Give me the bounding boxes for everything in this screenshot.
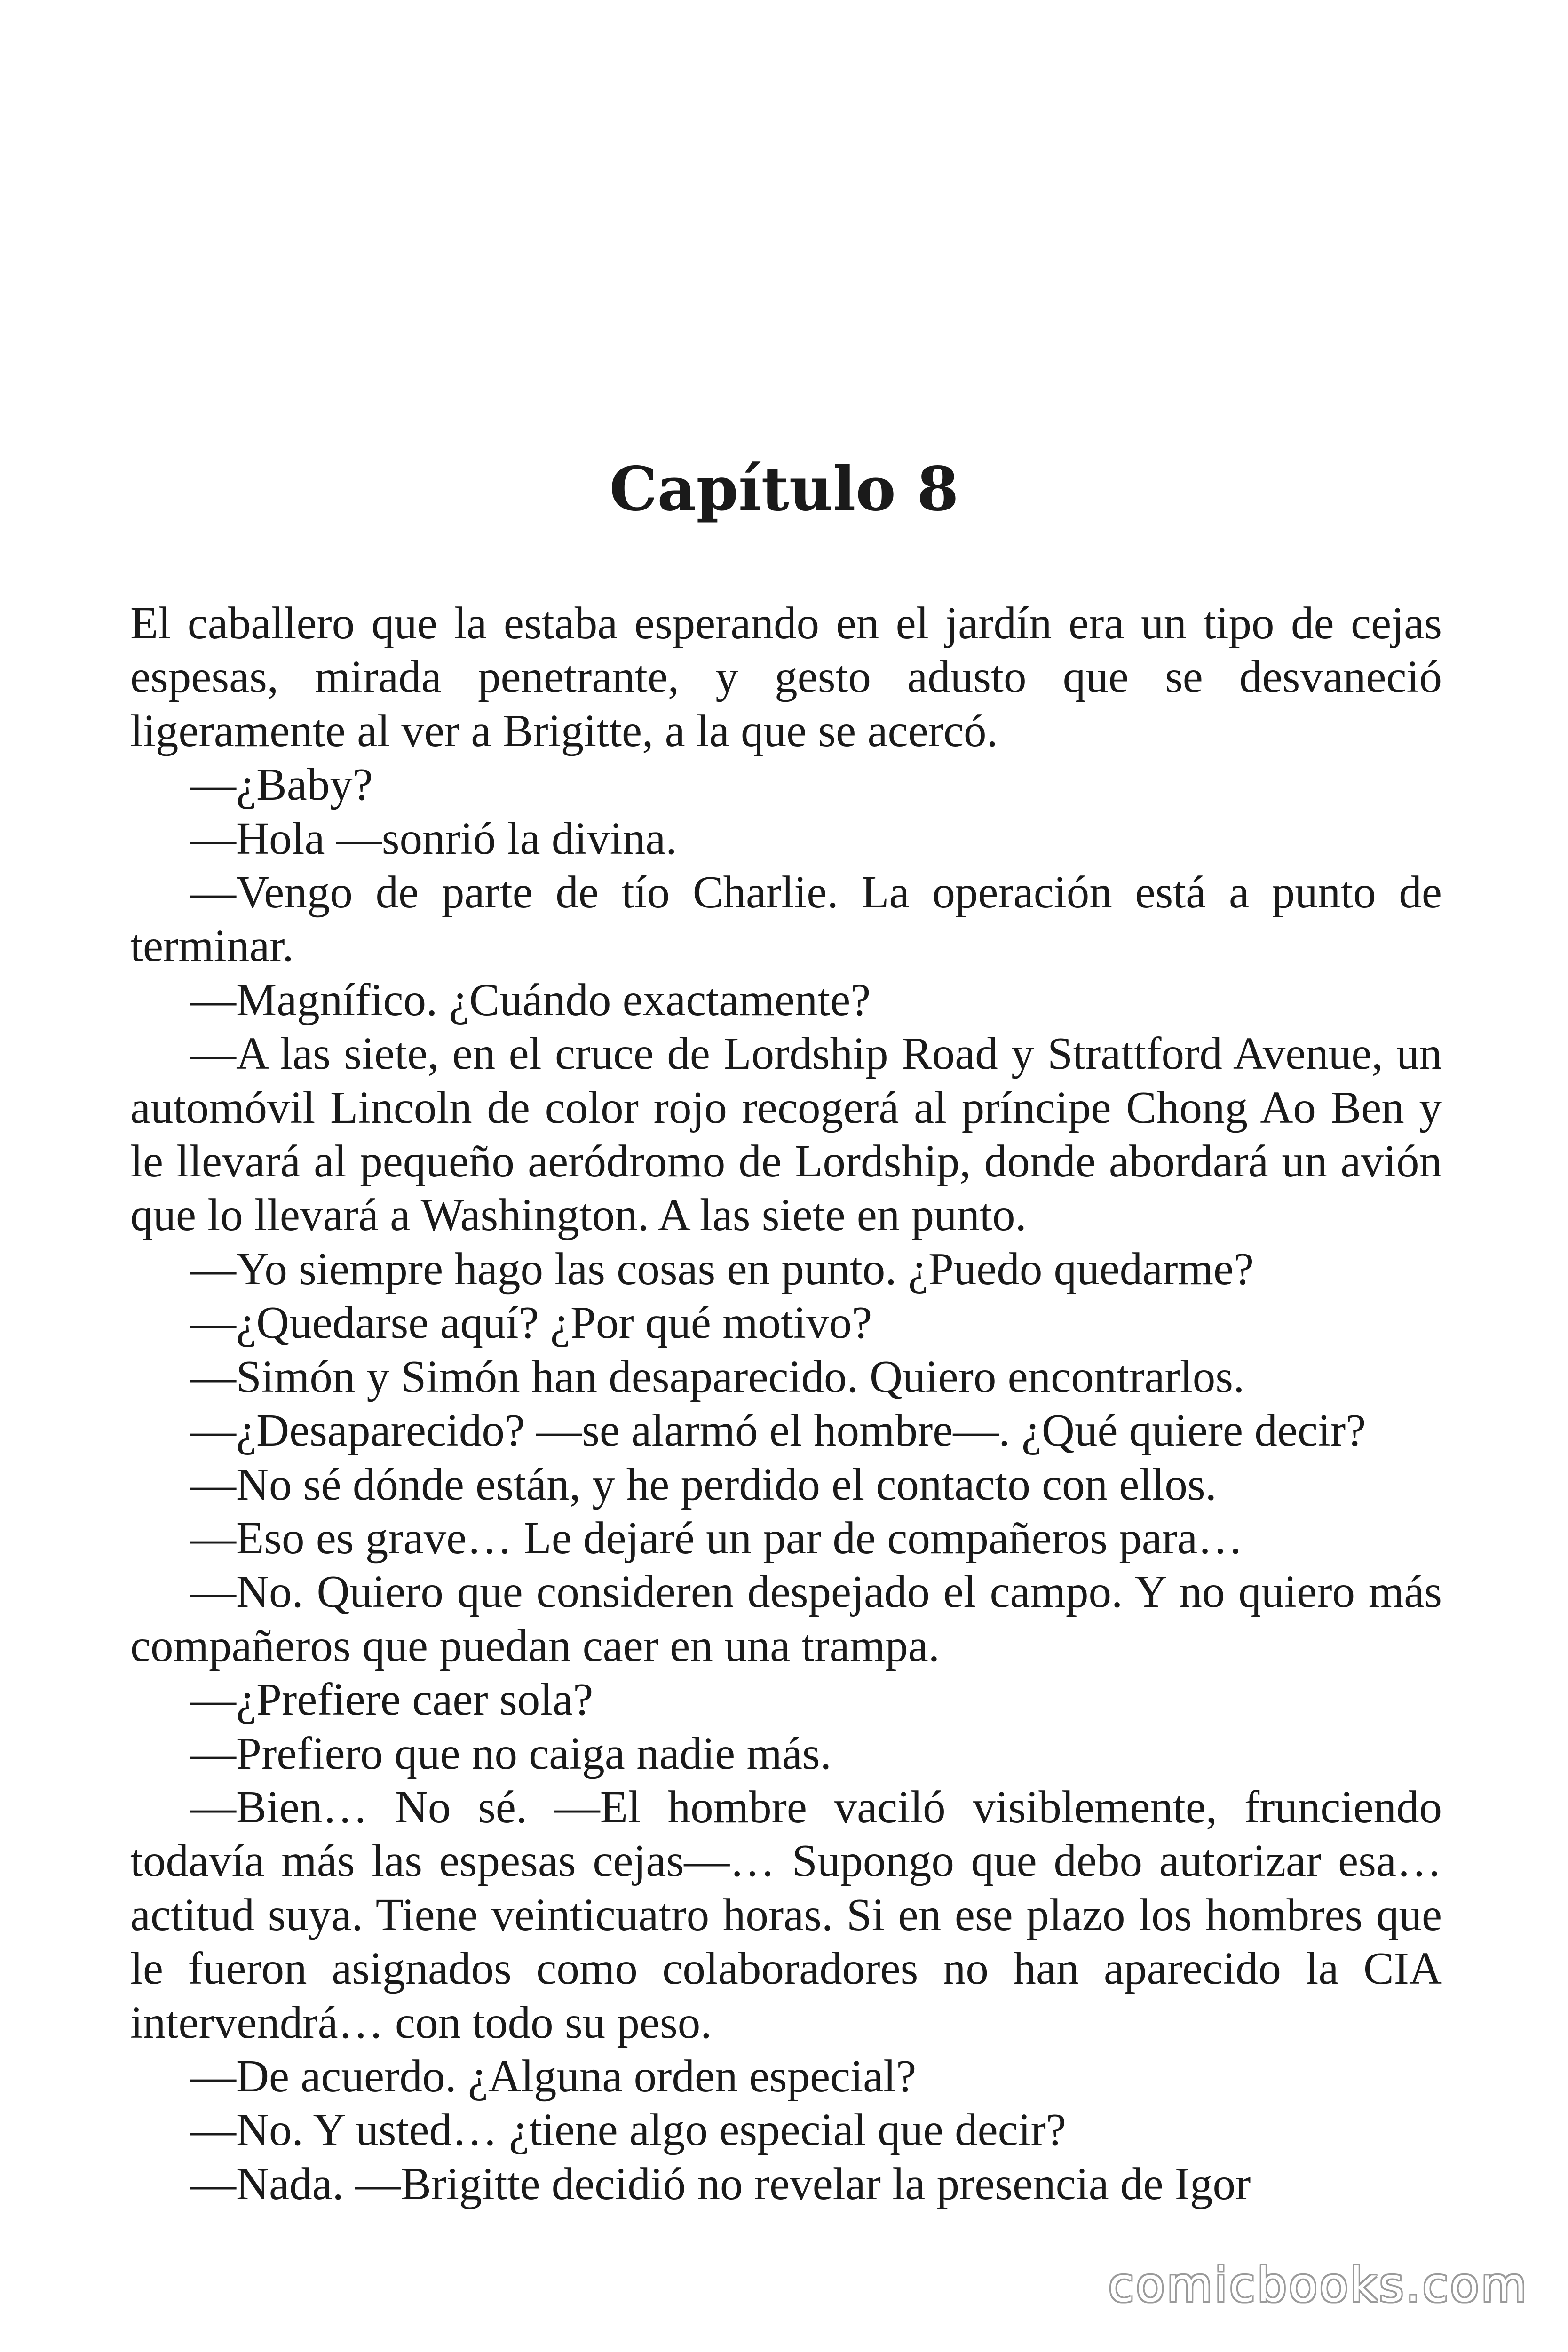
paragraph: El caballero que la estaba esperando en el jardín era un tipo de cejas espesas, mirada penetrante, y gesto adusto que se desvaneció ligeramente al ver a Brigitte, a la que se acercó. [130,598,1442,756]
chapter-title: Capítulo 8 [609,454,959,524]
paragraph: —No. Quiero que consideren despejado el campo. Y no quiero más compañeros que puedan caer en una trampa. [130,1566,1442,1671]
chapter-body [130,596,1442,2211]
paragraph: —No sé dónde están, y he perdido el contacto con ellos. [190,1459,1217,1510]
paragraph: —A las siete, en el cruce de Lordship Road y Strattford Avenue, un automóvil Lincoln de color rojo recogerá al príncipe Chong Ao Ben y le llevará al pequeño aeródromo de Lordship, donde abordará un avión que lo llevará a Washington. A las siete en punto. [130,1028,1442,1240]
watermark-logo: comicbooks.com [1108,2257,1528,2312]
paragraph: —No. Y usted… ¿tiene algo especial que decir? [190,2105,1067,2155]
paragraph: —Simón y Simón han desaparecido. Quiero encontrarlos. [190,1351,1245,1402]
paragraph: —Prefiero que no caiga nadie más. [190,1728,832,1779]
paragraph: —¿Baby? [190,759,373,810]
paragraph: —Vengo de parte de tío Charlie. La operación está a punto de terminar. [130,867,1442,971]
paragraph: —Nada. —Brigitte decidió no revelar la presencia de Igor [190,2158,1251,2209]
paragraph: —De acuerdo. ¿Alguna orden especial? [190,2050,917,2101]
paragraph: —Hola —sonrió la divina. [190,813,677,864]
paragraph: —¿Prefiere caer sola? [190,1674,594,1725]
paragraph: —Magnífico. ¿Cuándo exactamente? [190,974,871,1025]
paragraph: —Bien… No sé. —El hombre vaciló visiblemente, frunciendo todavía más las espesas cejas—… Supongo que debo autorizar esa… actitud suya. Tiene veinticuatro horas. Si en ese plazo los hombres que le fueron asignados como colaboradores no han aparecido la CIA intervendrá… con todo su peso. [130,1781,1442,2048]
paragraph: —Eso es grave… Le dejaré un par de compañeros para… [190,1512,1243,1563]
paragraph: —¿Desaparecido? —se alarmó el hombre—. ¿Qué quiere decir? [190,1405,1366,1456]
paragraph: —Yo siempre hago las cosas en punto. ¿Puedo quedarme? [190,1243,1254,1294]
paragraph: —¿Quedarse aquí? ¿Por qué motivo? [190,1297,872,1348]
